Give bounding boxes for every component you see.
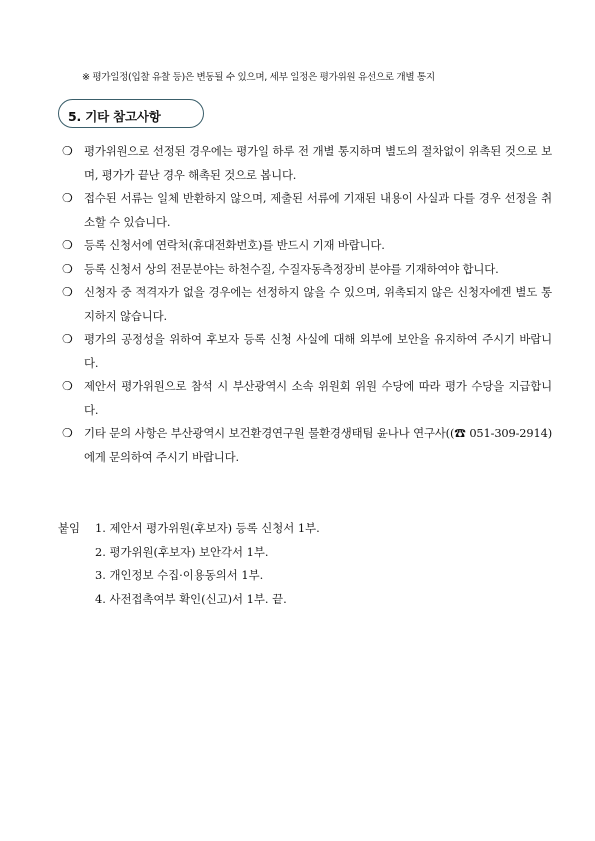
circle-bullet-icon: ❍ [62, 144, 73, 158]
list-item [62, 258, 552, 282]
circle-bullet-icon: ❍ [62, 238, 73, 252]
attachments-section [58, 517, 478, 611]
list-item-text: 기타 문의 사항은 부산광역시 보건환경연구원 물환경생태팀 윤나나 연구사((☎ 051-309-2914)에게 문의하여 주시기 바랍니다. [84, 426, 552, 464]
list-item-text: 등록 신청서에 연락처(휴대전화번호)를 반드시 기재 바랍니다. [84, 238, 385, 252]
attachment-row [58, 564, 478, 588]
list-item-text: 평가의 공정성을 위하여 후보자 등록 신청 사실에 대해 외부에 보안을 유지하여 주시기 바랍니다. [84, 332, 552, 370]
list-item-text: 접수된 서류는 일체 반환하지 않으며, 제출된 서류에 기재된 내용이 사실과 다를 경우 선정을 취소할 수 있습니다. [84, 191, 552, 229]
list-item [62, 328, 552, 375]
circle-bullet-icon: ❍ [62, 379, 73, 393]
list-item [62, 281, 552, 328]
reference-items-list [62, 140, 552, 469]
list-item [62, 140, 552, 187]
attachment-item: 2. 평가위원(후보자) 보안각서 1부. [95, 544, 269, 559]
circle-bullet-icon: ❍ [62, 426, 73, 440]
attachment-item: 1. 제안서 평가위원(후보자) 등록 신청서 1부. [95, 521, 320, 535]
list-item [62, 422, 552, 469]
attachment-item: 4. 사전접촉여부 확인(신고)서 1부. 끝. [95, 591, 287, 606]
schedule-note: ※ 평가일정(입찰 유찰 등)은 변동될 수 있으며, 세부 일정은 평가위원 유선으로 개별 통지 [82, 72, 435, 83]
list-item-text: 평가위원으로 선정된 경우에는 평가일 하루 전 개별 통지하며 별도의 절차없이 위촉된 것으로 보며, 평가가 끝난 경우 해촉된 것으로 봅니다. [84, 144, 552, 182]
circle-bullet-icon: ❍ [62, 261, 73, 276]
list-item-text: 신청자 중 적격자가 없을 경우에는 선정하지 않을 수 있으며, 위촉되지 않은 신청자에겐 별도 통지하지 않습니다. [84, 285, 552, 323]
attachment-row [58, 588, 478, 612]
circle-bullet-icon: ❍ [62, 191, 73, 205]
list-item-text: 제안서 평가위원으로 참석 시 부산광역시 소속 위원회 위원 수당에 따라 평가 수당을 지급합니다. [84, 379, 552, 417]
circle-bullet-icon: ❍ [62, 285, 73, 299]
list-item [62, 187, 552, 234]
list-item [62, 234, 552, 258]
list-item-text: 등록 신청서 상의 전문분야는 하천수질, 수질자동측정장비 분야를 기재하여야 합니다. [84, 261, 499, 276]
list-item [62, 375, 552, 422]
circle-bullet-icon: ❍ [62, 332, 73, 346]
attachment-item: 3. 개인정보 수집·이용동의서 1부. [95, 568, 264, 582]
attachment-row [58, 541, 478, 565]
section-title: 5. 기타 참고사항 [68, 109, 161, 124]
attachments-label: 붙임 [58, 521, 81, 535]
attachment-row [58, 517, 478, 541]
